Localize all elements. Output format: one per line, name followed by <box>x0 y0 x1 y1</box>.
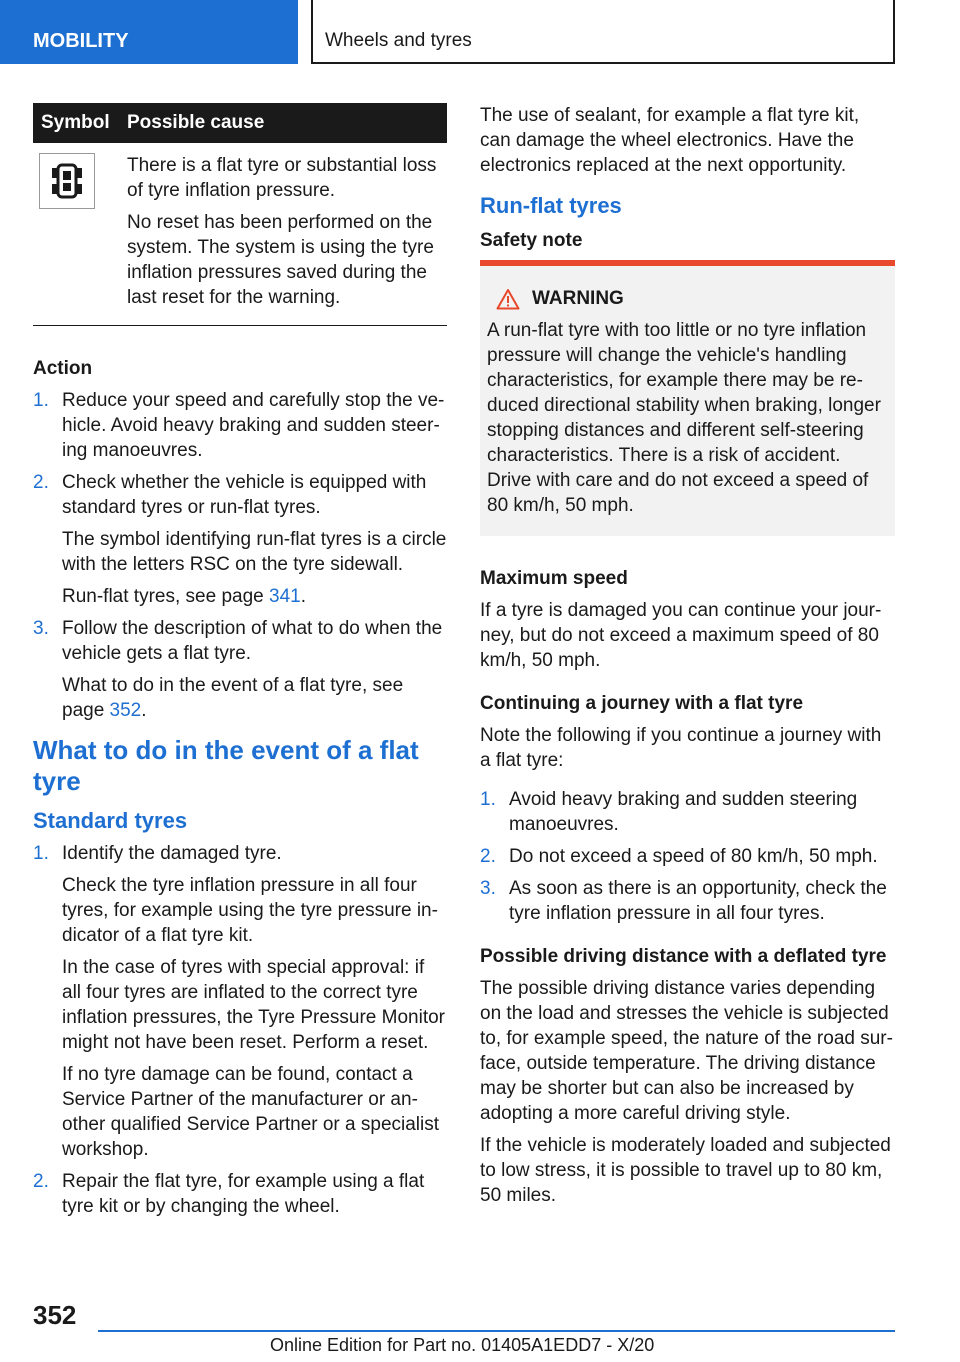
list-item <box>33 470 447 609</box>
step-subtext: In the case of tyres with special approval: if all four tyres are inflated to the correct tyre inflation pressures, the Tyre Pressure Monitor might not have been reset. Perform a reset. <box>62 957 445 1053</box>
col-symbol-header: Symbol <box>33 103 119 143</box>
step-subtext: If no tyre damage can be found, contact a Service Partner of the manufacturer or another qualified Service Partner or a specialist workshop. <box>62 1064 440 1160</box>
cause-text: No reset has been performed on the system. The system is using the tyre inflation pressures saved during the last reset for the warning. <box>127 212 434 308</box>
ref-text: What to do in the event of a flat tyre, see page <box>62 675 404 721</box>
warning-triangle-icon <box>496 288 520 310</box>
distance-label: Possible driving distance with a deflated tyre <box>480 946 887 967</box>
footer-edition: Online Edition for Part no. 01405A1EDD7 - X/20 <box>270 1335 655 1355</box>
step-number: 3. <box>33 618 49 639</box>
standard-tyres-list <box>33 841 447 1219</box>
step-number: 1. <box>33 390 49 411</box>
ref-text: . <box>300 586 306 607</box>
cause-cell <box>119 143 447 326</box>
step-text: Do not exceed a speed of 80 km/h, 50 mph. <box>509 846 878 867</box>
step-subtext: The symbol identifying run-flat tyres is a circle with the letters RSC on the tyre sidewall. <box>62 529 447 575</box>
list-item <box>33 616 447 723</box>
step-number: 2. <box>480 846 496 867</box>
distance-text: If the vehicle is moderately loaded and subjected to low stress, it is possible to travel up to 80 km, 50 miles. <box>480 1135 891 1206</box>
step-text: Check whether the vehicle is equipped with standard tyres or run-flat tyres. <box>62 472 427 518</box>
step-number: 1. <box>480 789 496 810</box>
flat-tyre-heading: What to do in the event of a flat tyre <box>33 735 419 796</box>
action-list <box>33 388 447 723</box>
warning-title <box>487 288 887 310</box>
list-item <box>33 841 447 1162</box>
max-speed-text: If a tyre is damaged you can continue your journey, but do not exceed a maximum speed of 80 km/h, 50 mph. <box>480 600 882 671</box>
standard-tyres-heading: Standard tyres <box>33 808 188 833</box>
col-cause-header: Possible cause <box>119 103 447 143</box>
page-link-352[interactable]: 352 <box>109 700 142 721</box>
step-subtext: Check the tyre inflation pressure in all four tyres, for example using the tyre pressure indicator of a flat tyre kit. <box>62 875 438 946</box>
step-text: Follow the description of what to do when the vehicle gets a flat tyre. <box>62 618 443 664</box>
continuing-text: Note the following if you continue a journey with a flat tyre: <box>480 725 882 771</box>
step-text: Identify the damaged tyre. <box>62 843 282 864</box>
sealant-text: The use of sealant, for example a flat tyre kit, can damage the wheel electronics. Have the electronics replaced at the next opportunity. <box>480 105 860 176</box>
chapter-title: Wheels and tyres <box>311 0 895 64</box>
step-number: 2. <box>33 1171 49 1192</box>
page-link-341[interactable]: 341 <box>269 586 301 607</box>
warning-box <box>480 260 895 536</box>
safety-note-label: Safety note <box>480 230 583 251</box>
step-text: Avoid heavy braking and sudden steering manoeuvres. <box>509 789 858 835</box>
list-item <box>480 787 895 837</box>
right-column <box>480 103 895 1215</box>
step-subtext <box>62 673 447 723</box>
run-flat-heading: Run-flat tyres <box>480 193 622 218</box>
step-number: 1. <box>33 843 49 864</box>
step-text: Reduce your speed and carefully stop the vehicle. Avoid heavy braking and sudden steering manoeuvres. <box>62 390 445 461</box>
continuing-list <box>480 787 895 926</box>
warning-title-text: WARNING <box>532 288 624 309</box>
step-number: 2. <box>33 472 49 493</box>
step-subtext <box>62 584 447 609</box>
symbol-table <box>33 103 447 326</box>
continuing-label: Continuing a journey with a flat tyre <box>480 693 804 714</box>
ref-text: . <box>141 700 147 721</box>
symbol-cell <box>33 143 119 326</box>
warning-text: A run-flat tyre with too little or no tyre inflation pressure will change the vehicle's handling characteristics, for example there may be reduced directional stability when braking, longer stopping distances and different self-steering characteristics. There is a risk of accident. Drive with care and do not exceed a speed of 80 km/h, 50 mph. <box>487 320 881 516</box>
page-number: 352 <box>33 1300 77 1330</box>
footer-rule <box>98 1330 895 1332</box>
cause-text: There is a flat tyre or substantial loss of tyre inflation pressure. <box>127 155 437 201</box>
distance-text: The possible driving distance varies depending on the load and stresses the vehicle is subjected to, for example speed, the nature of the road surface, outside temperature. The driving distance may be shorter but can also be increased by adopting a more careful driving style. <box>480 978 893 1124</box>
list-item <box>480 844 895 869</box>
step-text: Repair the flat tyre, for example using a flat tyre kit or by changing the wheel. <box>62 1171 425 1217</box>
step-number: 3. <box>480 878 496 899</box>
flat-tyre-warning-icon <box>39 153 95 209</box>
ref-text: Run-flat tyres, see page <box>62 586 269 607</box>
section-tab: MOBILITY <box>0 0 298 64</box>
list-item <box>480 876 895 926</box>
left-column <box>33 103 447 1226</box>
max-speed-label: Maximum speed <box>480 568 628 589</box>
list-item <box>33 1169 447 1219</box>
step-text: As soon as there is an opportunity, check the tyre inflation pressure in all four tyres. <box>509 878 887 924</box>
action-label: Action <box>33 358 93 379</box>
list-item <box>33 388 447 463</box>
